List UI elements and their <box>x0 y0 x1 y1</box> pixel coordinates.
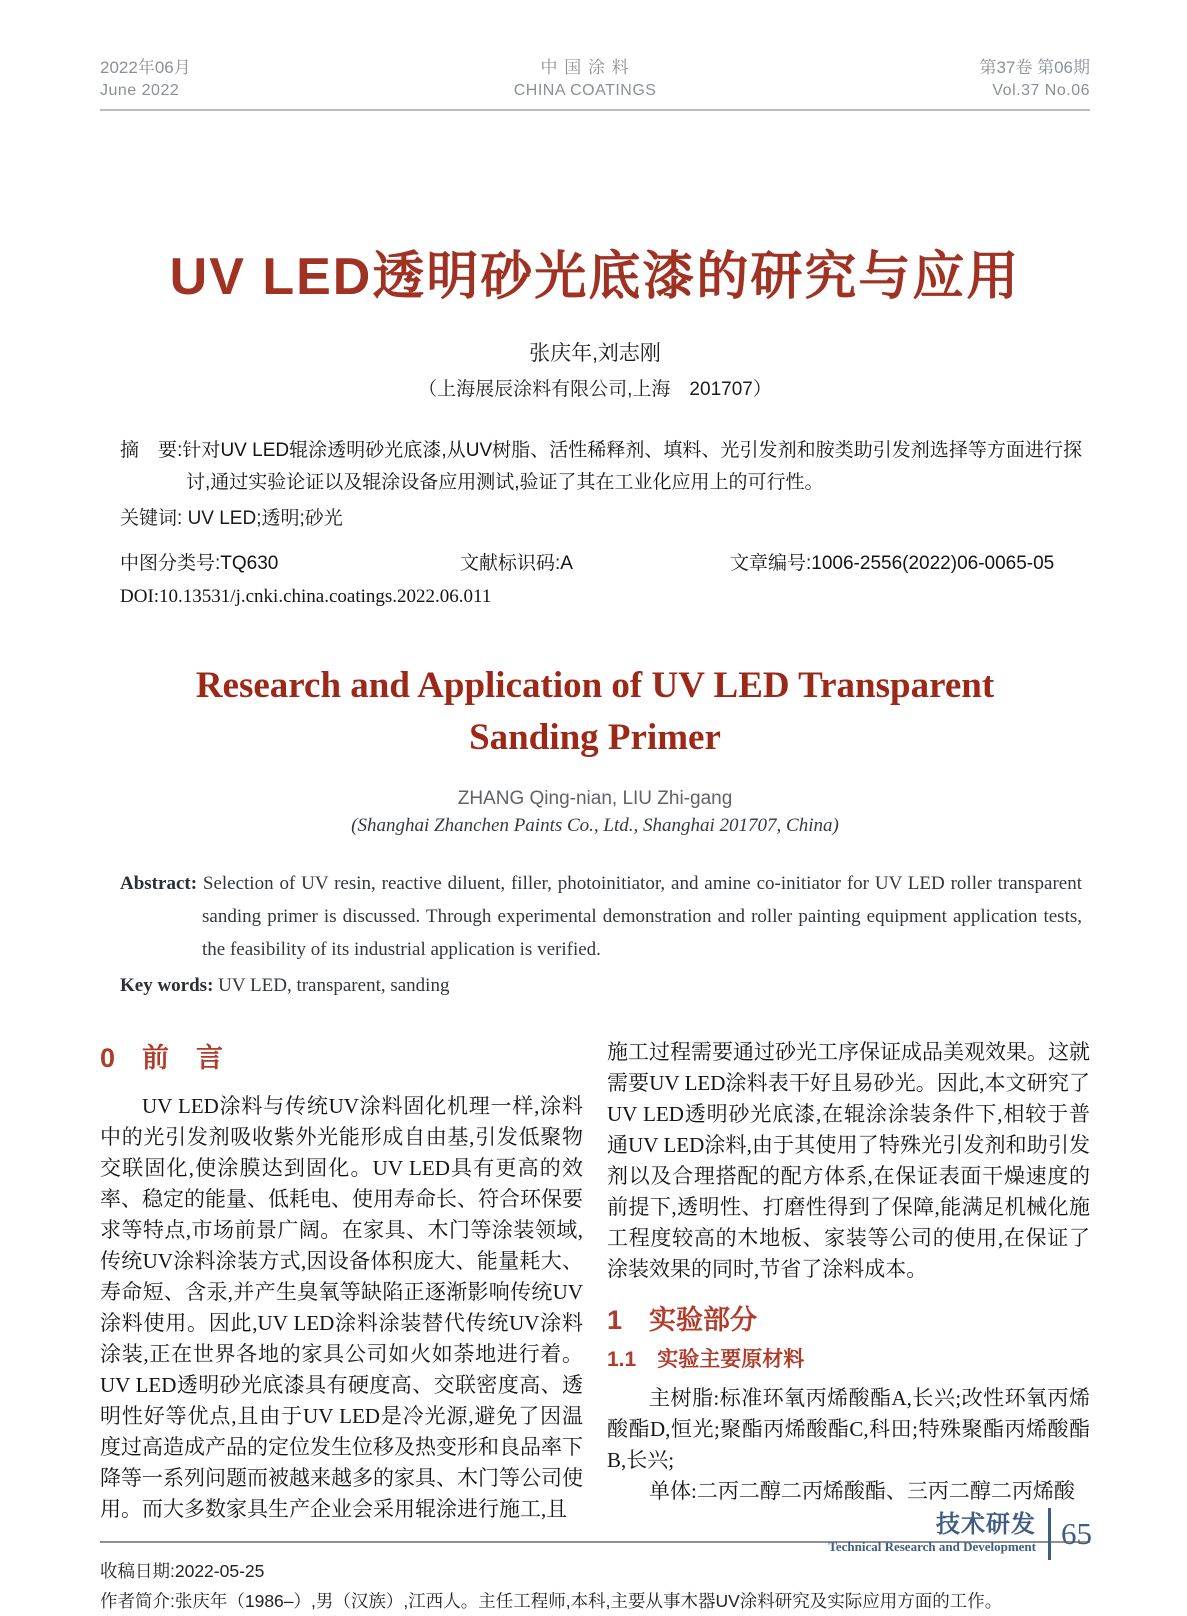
header-volume-cn: 第37卷 第06期 <box>979 58 1090 77</box>
meta-article-id: 文章编号:1006-2556(2022)06-0065-05 <box>730 553 1055 574</box>
author-bio: 作者简介:张庆年（1986–）,男（汉族）,江西人。主任工程师,本科,主要从事木器UV涂料研究及实际应用方面的工作。 <box>100 1591 1003 1611</box>
subsection-heading-materials: 1.1 实验主要原材料 <box>607 1348 805 1371</box>
intro-paragraph: UV LED涂料与传统UV涂料固化机理一样,涂料中的光引发剂吸收紫外光能形成自由基,引发低聚物交联固化,使涂膜达到固化。UV LED具有更高的效率、稳定的能量、低耗电、使用寿命长、符合环保要求等特点,市场前景广阔。在家具、木门等涂装领域,传统UV涂料涂装方式,因设备体积庞大、能量耗大、寿命短、含汞,并产生臭氧等缺陷正逐渐影响传统UV涂料使用。因此,UV LED涂料涂装替代传统UV涂料涂装,正在世界各地的家具公司如火如荼地进行着。UV LED透明砂光底漆具有硬度高、交联密度高、透明性好等优点,且由于UV LED是冷光源,避免了因温度过高造成产品的定位发生位移及热变形和良品率下降等一系列问题而被越来越多的家具、木门等公司使用。而大多数家具生产企业会采用辊涂进行施工,且 <box>100 1094 583 1521</box>
meta-row <box>120 548 1082 575</box>
left-column <box>100 1037 583 1525</box>
page-footer-divider <box>1048 1508 1051 1560</box>
affiliation-cn: （上海展辰涂料有限公司,上海 201707） <box>418 379 772 400</box>
materials-paragraph-resins: 主树脂:标准环氧丙烯酸酯A,长兴;改性环氧丙烯酸酯D,恒光;聚酯丙烯酸酯C,科田;特殊聚酯丙烯酸酯B,长兴; <box>607 1386 1090 1472</box>
page-number: 65 <box>1061 1516 1092 1551</box>
keywords-cn <box>120 503 1082 535</box>
header-volume-en: Vol.37 No.06 <box>992 82 1090 99</box>
meta-doc-code: 文献标识码:A <box>460 553 573 574</box>
received-date: 收稿日期:2022-05-25 <box>100 1561 265 1581</box>
header-journal-title <box>514 56 657 102</box>
header-journal-cn: 中 国 涂 料 <box>540 58 630 77</box>
header-date-en: June 2022 <box>100 82 180 99</box>
page <box>100 0 1090 1616</box>
abstract-cn-text: 针对UV LED辊涂透明砂光底漆,从UV树脂、活性稀释剂、填料、光引发剂和胺类助引发剂选择等方面进行探讨,通过实验论证以及辊涂设备应用测试,验证了其在工业化应用上的可行性。 <box>182 440 1083 493</box>
footnote <box>100 1556 1090 1616</box>
header-date-cn: 2022年06月 <box>100 58 191 77</box>
abstract-cn <box>120 435 1082 499</box>
page-footer-section <box>828 1512 1036 1556</box>
meta-doi: DOI:10.13531/j.cnki.china.coatings.2022.06.011 <box>120 586 492 607</box>
header-volume <box>979 56 1090 102</box>
materials-paragraph-monomers: 单体:二丙二醇二丙烯酸酯、三丙二醇二丙烯酸 <box>649 1479 1075 1503</box>
body-columns <box>100 1037 1090 1525</box>
article-title-cn: UV LED透明砂光底漆的研究与应用 <box>169 248 1021 306</box>
meta-clc: 中图分类号:TQ630 <box>120 553 279 574</box>
page-footer-section-en: Technical Research and Development <box>828 1539 1036 1554</box>
right-column <box>607 1037 1090 1525</box>
section-heading-experiment: 1 实验部分 <box>607 1305 758 1335</box>
header-journal-en: CHINA COATINGS <box>513 82 657 99</box>
keywords-cn-label: 关键词: <box>120 508 183 529</box>
abstract-cn-label: 摘 要: <box>120 440 183 461</box>
page-footer-section-cn: 技术研发 <box>936 1511 1036 1538</box>
keywords-cn-text: UV LED;透明;砂光 <box>187 508 343 529</box>
authors-cn: 张庆年,刘志刚 <box>529 342 661 365</box>
abstract-en-label: Abstract: <box>120 873 198 894</box>
keywords-en <box>120 975 1082 997</box>
keywords-en-text: UV LED, transparent, sanding <box>213 975 450 996</box>
keywords-en-label: Key words: <box>120 975 214 996</box>
section-heading-intro: 0 前 言 <box>100 1043 224 1073</box>
journal-header <box>100 0 1090 111</box>
page-footer <box>828 1508 1092 1560</box>
continuation-paragraph: 施工过程需要通过砂光工序保证成品美观效果。这就需要UV LED涂料表干好且易砂光。因此,本文研究了UV LED透明砂光底漆,在辊涂涂装条件下,相较于普通UV LED涂料,由于其使用了特殊光引发剂和助引发剂以及合理搭配的配方体系,在保证表面干燥速度的前提下,透明性、打磨性得到了保障,能满足机械化施工程度较高的木地板、家装等公司的使用,在保证了涂装效果的同时,节省了涂料成本。 <box>607 1040 1090 1281</box>
authors-en: ZHANG Qing-nian, LIU Zhi-gang <box>457 788 733 809</box>
article-title-en: Research and Application of UV LED Transparent Sanding Primer <box>195 665 995 758</box>
abstract-en <box>120 867 1082 966</box>
abstract-en-text: Selection of UV resin, reactive diluent, filler, photoinitiator, and amine co-initiator for UV LED roller transparent sanding primer is discussed. Through experimental demonstration and roller painting equipment application tests, the feasibility of its industrial application is verified. <box>197 873 1082 960</box>
header-date <box>100 56 191 102</box>
affiliation-en: (Shanghai Zhanchen Paints Co., Ltd., Shanghai 201707, China) <box>351 815 839 836</box>
